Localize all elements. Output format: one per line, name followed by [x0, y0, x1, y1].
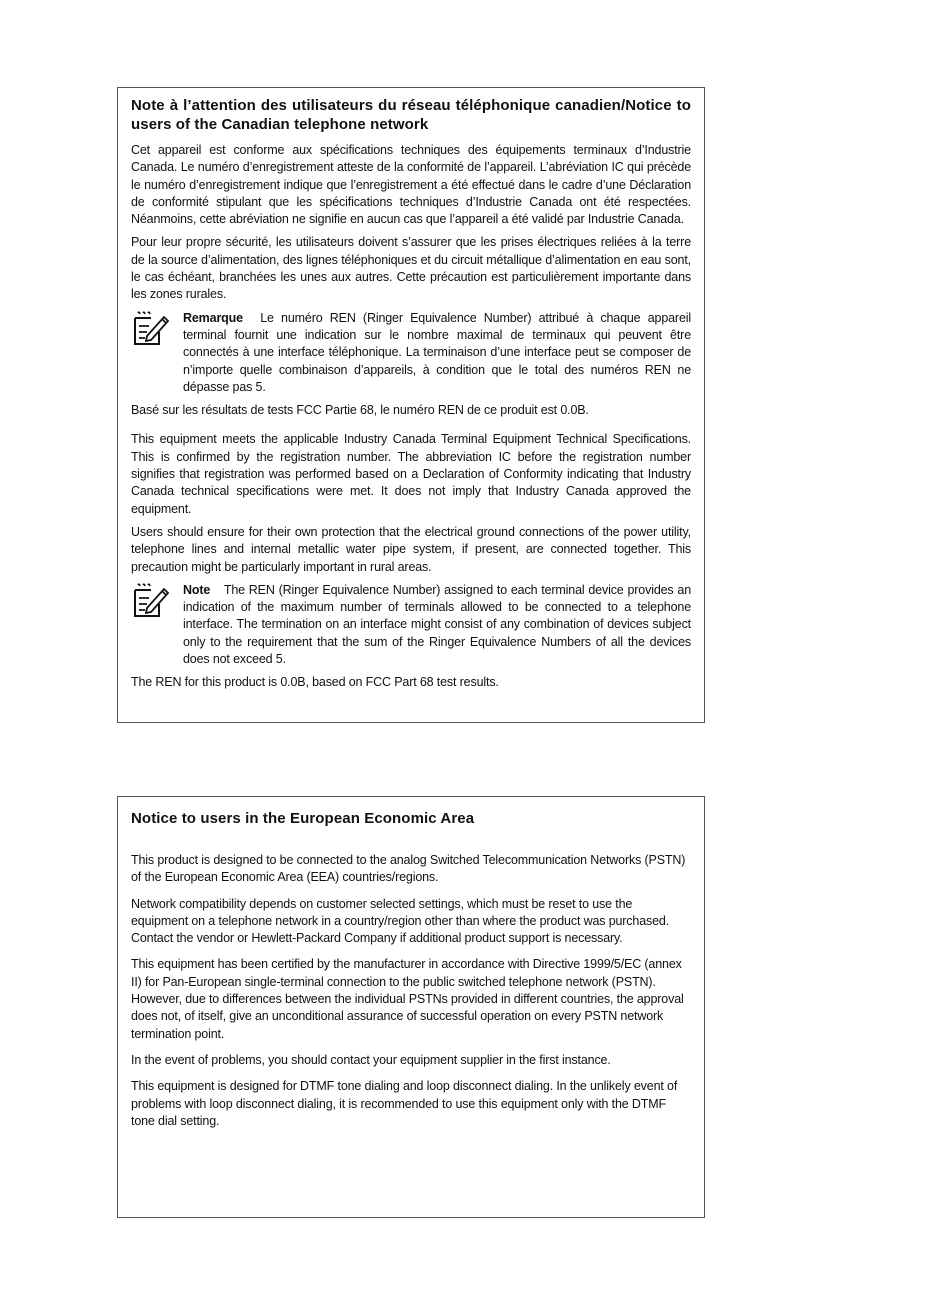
eea-paragraph-2: Network compatibility depends on customer selected settings, which must be reset to use the equipment on a telephone network in a country/region other than where the product was purchased. Contact the vendor or Hewlett-Packard Company if additional product support is necessary.	[131, 896, 670, 946]
canada-fr-paragraph-1: Cet appareil est conforme aux spécifications techniques des équipements terminaux d’Industrie Canada. Le numéro d’enregistrement atteste de la conformité de l’appareil. L’abréviation IC qui précède le numéro d’enregistrement indique que l’enregistrement a été effectué dans le cadre d’une Déclaration de conformité stipulant que les spécifications techniques d’Industrie Canada ont été respectées. Néanmoins, cette abréviation ne signifie en aucun cas que l’appareil a été validé par Industrie Canada.	[131, 143, 691, 227]
canada-fr-paragraph-2: Pour leur propre sécurité, les utilisateurs doivent s’assurer que les prises électriques reliées à la terre de la source d’alimentation, des lignes téléphoniques et du circuit métallique d’alimentation en eau sont, le cas échéant, branchées les unes aux autres. Cette précaution est particulièrement importante dans les zones rurales.	[131, 235, 691, 302]
canada-notice-title: Note à l’attention des utilisateurs du réseau téléphonique canadien/Notice to users of the Canadian telephone network	[131, 97, 691, 133]
note-pad-pencil-icon	[131, 582, 183, 622]
canada-notice-box	[117, 87, 705, 723]
eea-notice-title: Notice to users in the European Economic Area	[131, 810, 475, 827]
note-text: Le numéro REN (Ringer Equivalence Number) attribué à chaque appareil terminal fournit une indication sur le nombre maximal de terminaux qui peuvent être connectés à une interface téléphonique. La terminaison d’une interface peut se composer de n’importe quelle combinaison d’appareils, à condition que le total des numéros REN ne dépasse pas 5.	[183, 310, 692, 394]
eea-paragraph-5: This equipment is designed for DTMF tone dialing and loop disconnect dialing. In the unlikely event of problems with loop disconnect dialing, it is recommended to use this equipment only with the DTMF tone dial setting.	[131, 1079, 678, 1128]
note-label: Remarque	[183, 310, 243, 325]
note-label: Note	[183, 582, 211, 597]
canada-en-paragraph-2: Users should ensure for their own protection that the electrical ground connections of the power utility, telephone lines and internal metallic water pipe system, if present, are connected together. This precaution might be particularly important in rural areas.	[131, 524, 691, 574]
eea-notice-box	[117, 796, 705, 1218]
eea-paragraph-3: This equipment has been certified by the manufacturer in accordance with Directive 1999/5/EC (annex II) for Pan-European single-terminal connection to the public switched telephone network (PSTN). However, due to differences between the individual PSTNs provided in different countries, the approval does not, of itself, give an unconditional assurance of successful operation on every PSTN network termination point.	[131, 957, 684, 1041]
canada-fr-paragraph-3: Basé sur les résultats de tests FCC Partie 68, le numéro REN de ce produit est 0.0B.	[131, 403, 589, 418]
canada-en-paragraph-3: The REN for this product is 0.0B, based on FCC Part 68 test results.	[131, 675, 499, 690]
canada-fr-note	[131, 310, 691, 396]
canada-en-note	[131, 582, 691, 668]
eea-paragraph-4: In the event of problems, you should contact your equipment supplier in the first instance.	[131, 1052, 611, 1067]
canada-en-paragraph-1: This equipment meets the applicable Industry Canada Terminal Equipment Technical Specifications. This is confirmed by the registration number. The abbreviation IC before the registration number signifies that registration was performed based on a Declaration of Conformity indicating that Industry Canada technical specifications were met. It does not imply that Industry Canada approved the equipment.	[131, 432, 691, 516]
note-pad-pencil-icon	[131, 310, 183, 350]
note-text: The REN (Ringer Equivalence Number) assigned to each terminal device provides an indication of the maximum number of terminals allowed to be connected to a telephone interface. The termination on an interface might consist of any combination of devices subject only to the requirement that the sum of the Ringer Equivalence Numbers of all the devices does not exceed 5.	[183, 582, 691, 667]
eea-paragraph-1: This product is designed to be connected to the analog Switched Telecommunication Networks (PSTN) of the European Economic Area (EEA) countries/regions.	[131, 853, 686, 885]
